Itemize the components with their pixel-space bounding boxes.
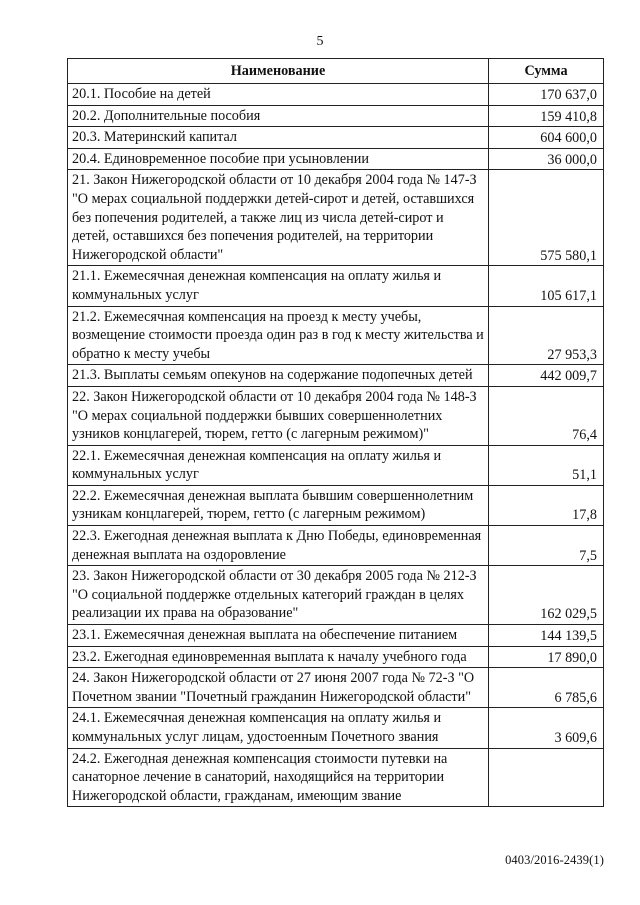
row-sum: 170 637,0: [489, 84, 604, 106]
page-number: 5: [316, 34, 324, 49]
row-sum: 6 785,6: [489, 668, 604, 708]
row-name: 20.4. Единовременное пособие при усыновлении: [68, 148, 489, 170]
row-name: 21.2. Ежемесячная компенсация на проезд к месту учебы, возмещение стоимости проезда один раз в год к месту жительства и обратно к месту учебы: [68, 306, 489, 365]
column-header-sum: Сумма: [489, 59, 604, 84]
row-sum: 17,8: [489, 485, 604, 525]
table-row: [68, 566, 604, 625]
row-sum: 442 009,7: [489, 365, 604, 387]
row-name: 23. Закон Нижегородской области от 30 декабря 2005 года № 212-З "О социальной поддержке отдельных категорий граждан в целях реализации их права на образование": [68, 566, 489, 625]
row-name: 24.1. Ежемесячная денежная компенсация на оплату жилья и коммунальных услуг лицам, удостоенным Почетного звания: [68, 708, 489, 748]
table-row: [68, 668, 604, 708]
row-name: 20.2. Дополнительные пособия: [68, 105, 489, 127]
row-sum: 27 953,3: [489, 306, 604, 365]
table-row: [68, 485, 604, 525]
row-name: 24. Закон Нижегородской области от 27 июня 2007 года № 72-З "О Почетном звании "Почетный гражданин Нижегородской области": [68, 668, 489, 708]
table-row: [68, 84, 604, 106]
row-name: 21.3. Выплаты семьям опекунов на содержание подопечных детей: [68, 365, 489, 387]
table-row: [68, 646, 604, 668]
row-sum: 105 617,1: [489, 266, 604, 306]
row-name: 21. Закон Нижегородской области от 10 декабря 2004 года № 147-З "О мерах социальной поддержки детей-сирот и детей, оставшихся без попечения родителей, а также лиц из числа детей-сирот и детей, оставшихся без попечения родителей, на территории Нижегородской области": [68, 170, 489, 266]
table-row: [68, 148, 604, 170]
table-row: [68, 105, 604, 127]
table-row: [68, 306, 604, 365]
document-code: 0403/2016-2439(1): [505, 853, 604, 867]
row-name: 22. Закон Нижегородской области от 10 декабря 2004 года № 148-З "О мерах социальной поддержки бывших совершеннолетних узников концлагерей, тюрем, гетто (с лагерным режимом)": [68, 386, 489, 445]
row-name: 22.2. Ежемесячная денежная выплата бывшим совершеннолетним узникам концлагерей, тюрем, гетто (с лагерным режимом): [68, 485, 489, 525]
row-sum: 575 580,1: [489, 170, 604, 266]
row-sum: [489, 748, 604, 807]
table-row: [68, 365, 604, 387]
row-name: 23.1. Ежемесячная денежная выплата на обеспечение питанием: [68, 625, 489, 647]
table-row: [68, 526, 604, 566]
row-sum: 604 600,0: [489, 127, 604, 149]
row-name: 22.1. Ежемесячная денежная компенсация на оплату жилья и коммунальных услуг: [68, 445, 489, 485]
row-sum: 159 410,8: [489, 105, 604, 127]
table-header-row: [68, 59, 604, 84]
row-name: 20.1. Пособие на детей: [68, 84, 489, 106]
row-sum: 3 609,6: [489, 708, 604, 748]
row-sum: 17 890,0: [489, 646, 604, 668]
budget-table: [67, 58, 604, 807]
row-sum: 162 029,5: [489, 566, 604, 625]
column-header-name: Наименование: [68, 59, 489, 84]
table-row: [68, 170, 604, 266]
table-row: [68, 748, 604, 807]
row-sum: 144 139,5: [489, 625, 604, 647]
table-row: [68, 445, 604, 485]
row-sum: 76,4: [489, 386, 604, 445]
row-sum: 51,1: [489, 445, 604, 485]
row-sum: 7,5: [489, 526, 604, 566]
table-row: [68, 708, 604, 748]
row-sum: 36 000,0: [489, 148, 604, 170]
table-row: [68, 127, 604, 149]
row-name: 24.2. Ежегодная денежная компенсация стоимости путевки на санаторное лечение в санаторий, находящийся на территории Нижегородской области, гражданам, имеющим звание: [68, 748, 489, 807]
table-row: [68, 386, 604, 445]
row-name: 23.2. Ежегодная единовременная выплата к началу учебного года: [68, 646, 489, 668]
row-name: 22.3. Ежегодная денежная выплата к Дню Победы, единовременная денежная выплата на оздоровление: [68, 526, 489, 566]
row-name: 20.3. Материнский капитал: [68, 127, 489, 149]
table-row: [68, 625, 604, 647]
row-name: 21.1. Ежемесячная денежная компенсация на оплату жилья и коммунальных услуг: [68, 266, 489, 306]
table-row: [68, 266, 604, 306]
